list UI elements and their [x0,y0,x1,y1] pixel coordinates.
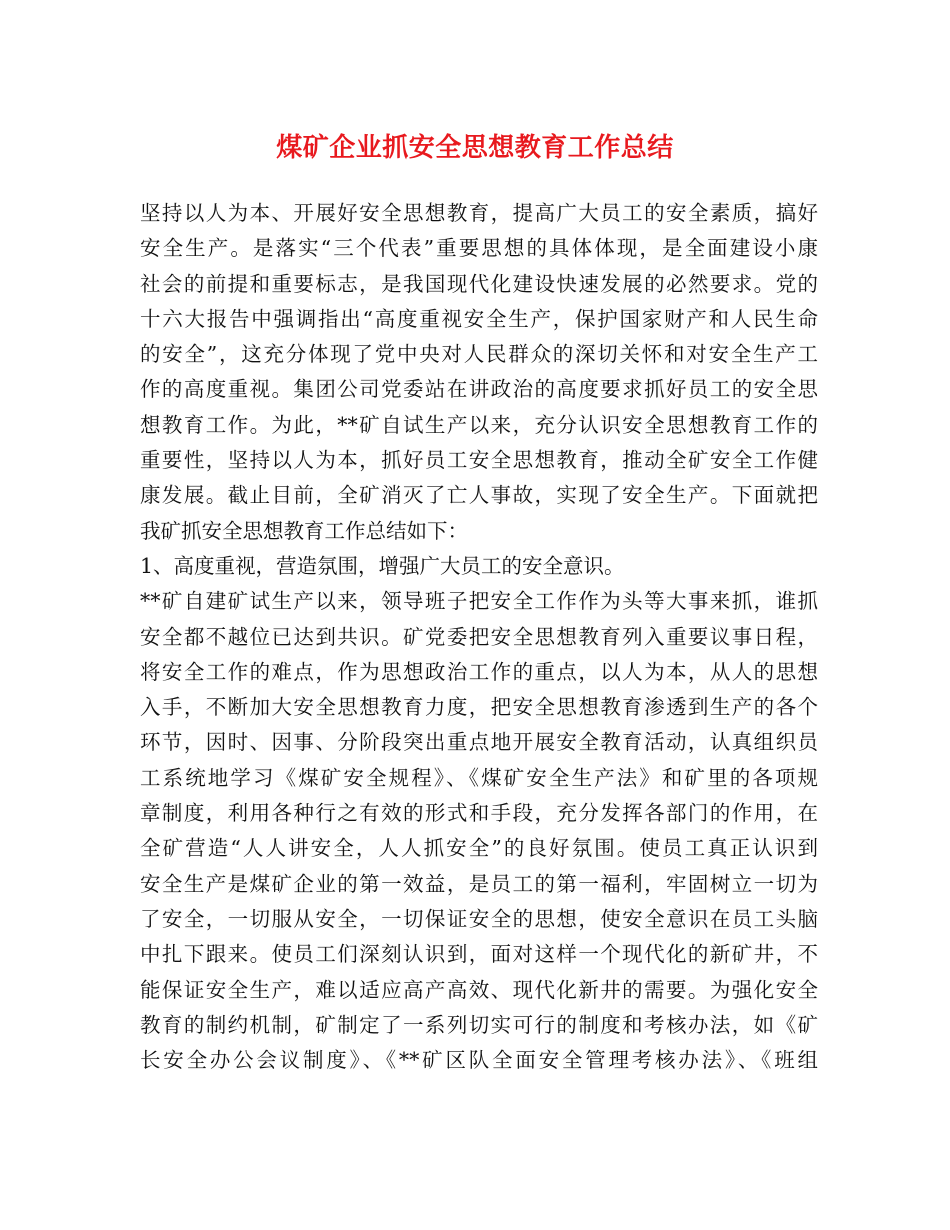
text-line: 全矿营造“人人讲安全，人人抓安全”的良好氛围。使员工真正认识到 [140,836,818,861]
text-line: 工系统地学习《煤矿安全规程》、《煤矿安全生产法》和矿里的各项规 [140,765,818,790]
text-line: 安全生产。是落实“三个代表”重要思想的具体体现，是全面建设小康 [140,236,818,261]
section-heading: 1、高度重视，营造氛围，增强广大员工的安全意识。 [140,553,625,578]
text-line: 环节，因时、因事、分阶段突出重点地开展安全教育活动，认真组织员 [140,730,818,755]
document-title: 煤矿企业抓安全思想教育工作总结 [276,133,674,163]
text-line: 了安全，一切服从安全，一切保证安全的思想，使安全意识在员工头脑 [140,906,818,931]
text-line: 安全都不越位已达到共识。矿党委把安全思想教育列入重要议事日程， [140,624,818,649]
text-line: 章制度，利用各种行之有效的形式和手段，充分发挥各部门的作用，在 [140,801,818,826]
text-line: 长安全办公会议制度》、《**矿区队全面安全管理考核办法》、《班组 [140,1048,818,1073]
text-line: 我矿抓安全思想教育工作总结如下： [140,518,468,543]
text-line: 入手，不断加大安全思想教育力度，把安全思想教育渗透到生产的各个 [140,695,818,720]
text-line: 能保证安全生产，难以适应高产高效、现代化新井的需要。为强化安全 [140,977,818,1002]
document-body [140,196,818,1078]
text-line: 重要性，坚持以人为本，抓好员工安全思想教育，推动全矿安全工作健 [140,448,818,473]
text-line: **矿自建矿试生产以来，领导班子把安全工作作为头等大事来抓，谁抓 [140,589,818,614]
text-line: 社会的前提和重要标志，是我国现代化建设快速发展的必然要求。党的 [140,271,818,296]
text-line: 作的高度重视。集团公司党委站在讲政治的高度要求抓好员工的安全思 [140,377,818,402]
text-line: 安全生产是煤矿企业的第一效益，是员工的第一福利，牢固树立一切为 [140,871,818,896]
text-line: 想教育工作。为此，**矿自试生产以来，充分认识安全思想教育工作的 [140,412,818,437]
text-line: 康发展。截止目前，全矿消灭了亡人事故，实现了安全生产。下面就把 [140,483,818,508]
text-line: 中扎下跟来。使员工们深刻认识到，面对这样一个现代化的新矿井，不 [140,942,818,967]
text-line: 坚持以人为本、开展好安全思想教育，提高广大员工的安全素质，搞好 [140,201,818,225]
text-line: 教育的制约机制，矿制定了一系列切实可行的制度和考核办法，如《矿 [140,1012,818,1037]
text-line: 将安全工作的难点，作为思想政治工作的重点，以人为本，从人的思想 [140,659,818,684]
text-line: 的安全”，这充分体现了党中央对人民群众的深切关怀和对安全生产工 [140,342,818,367]
text-line: 十六大报告中强调指出“高度重视安全生产，保护国家财产和人民生命 [140,306,818,331]
